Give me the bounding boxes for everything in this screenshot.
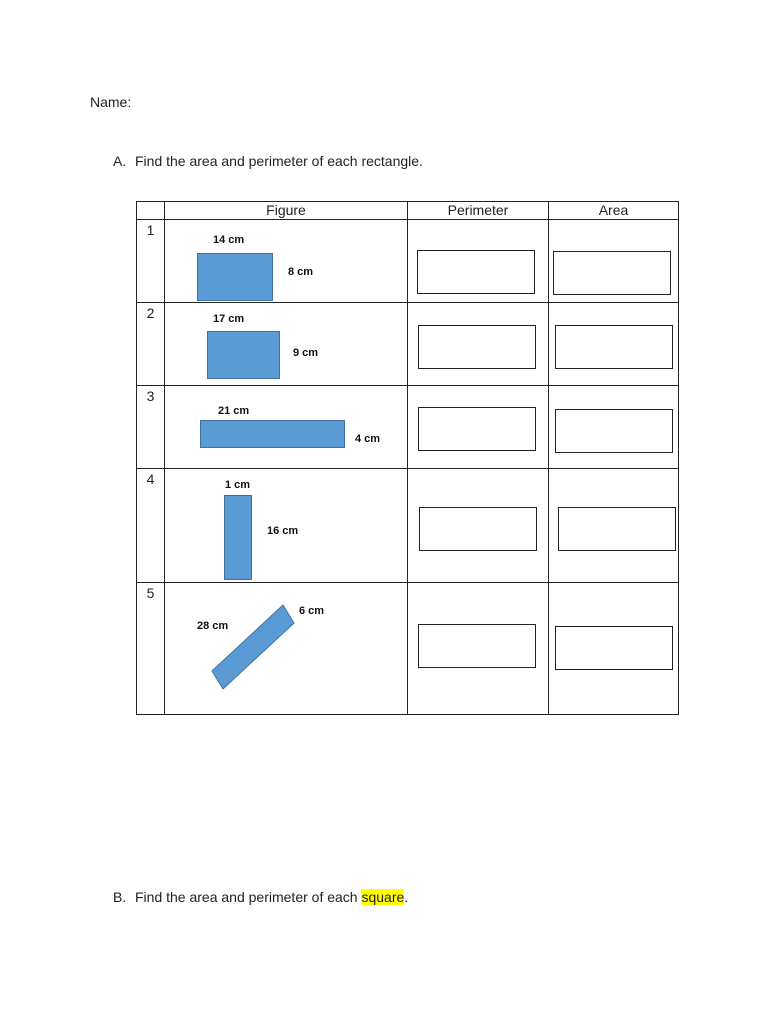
area-answer-box[interactable] (555, 409, 673, 453)
area-answer-box[interactable] (555, 626, 673, 670)
area-answer-box[interactable] (555, 325, 673, 369)
figure-cell (165, 583, 408, 715)
section-b-text: Find the area and perimeter of each (135, 889, 362, 905)
height-label: 8 cm (288, 266, 314, 278)
table-row (137, 303, 679, 386)
table-row (137, 469, 679, 583)
height-label: 6 cm (299, 605, 325, 617)
height-label: 16 cm (267, 525, 299, 537)
highlighted-word: square (361, 889, 405, 905)
perimeter-cell (408, 220, 549, 303)
row-number: 4 (137, 469, 165, 583)
perimeter-answer-box[interactable] (419, 507, 537, 551)
width-label: 1 cm (225, 479, 251, 491)
rectangle-figure (200, 420, 345, 448)
area-cell (549, 386, 679, 469)
section-a-instruction (113, 153, 423, 169)
section-b-instruction (113, 889, 408, 905)
perimeter-cell (408, 583, 549, 715)
section-b-period: . (404, 889, 409, 905)
table-header-row (137, 202, 679, 220)
perimeter-answer-box[interactable] (418, 325, 536, 369)
header-perimeter: Perimeter (408, 202, 549, 220)
row-number: 1 (137, 220, 165, 303)
rectangle-worksheet-table (136, 201, 679, 715)
name-label: Name: (90, 94, 132, 110)
header-number (137, 202, 165, 220)
row-number: 2 (137, 303, 165, 386)
rectangle-figure-rotated (165, 583, 408, 715)
rectangle-figure (224, 495, 252, 580)
area-answer-box[interactable] (558, 507, 676, 551)
width-label: 14 cm (213, 234, 245, 246)
perimeter-cell (408, 469, 549, 583)
area-cell (549, 469, 679, 583)
header-figure: Figure (165, 202, 408, 220)
height-label: 4 cm (355, 433, 381, 445)
area-cell (549, 583, 679, 715)
area-cell (549, 303, 679, 386)
width-label: 17 cm (213, 313, 245, 325)
width-label: 28 cm (197, 620, 229, 632)
perimeter-answer-box[interactable] (418, 407, 536, 451)
figure-cell (165, 469, 408, 583)
figure-cell (165, 303, 408, 386)
section-b-letter: B. (113, 889, 127, 905)
area-cell (549, 220, 679, 303)
section-a-letter: A. (113, 153, 127, 169)
table-row (137, 386, 679, 469)
perimeter-cell (408, 386, 549, 469)
rotated-rectangle-shape (212, 605, 294, 689)
perimeter-answer-box[interactable] (418, 624, 536, 668)
row-number: 5 (137, 583, 165, 715)
figure-cell (165, 386, 408, 469)
figure-cell (165, 220, 408, 303)
section-a-text: Find the area and perimeter of each rectangle. (135, 153, 423, 169)
height-label: 9 cm (293, 347, 319, 359)
rectangle-figure (197, 253, 273, 301)
row-number: 3 (137, 386, 165, 469)
perimeter-cell (408, 303, 549, 386)
table-row (137, 220, 679, 303)
area-answer-box[interactable] (553, 251, 671, 295)
perimeter-answer-box[interactable] (417, 250, 535, 294)
header-area: Area (549, 202, 679, 220)
width-label: 21 cm (218, 405, 250, 417)
rectangle-figure (207, 331, 280, 379)
table-row (137, 583, 679, 715)
